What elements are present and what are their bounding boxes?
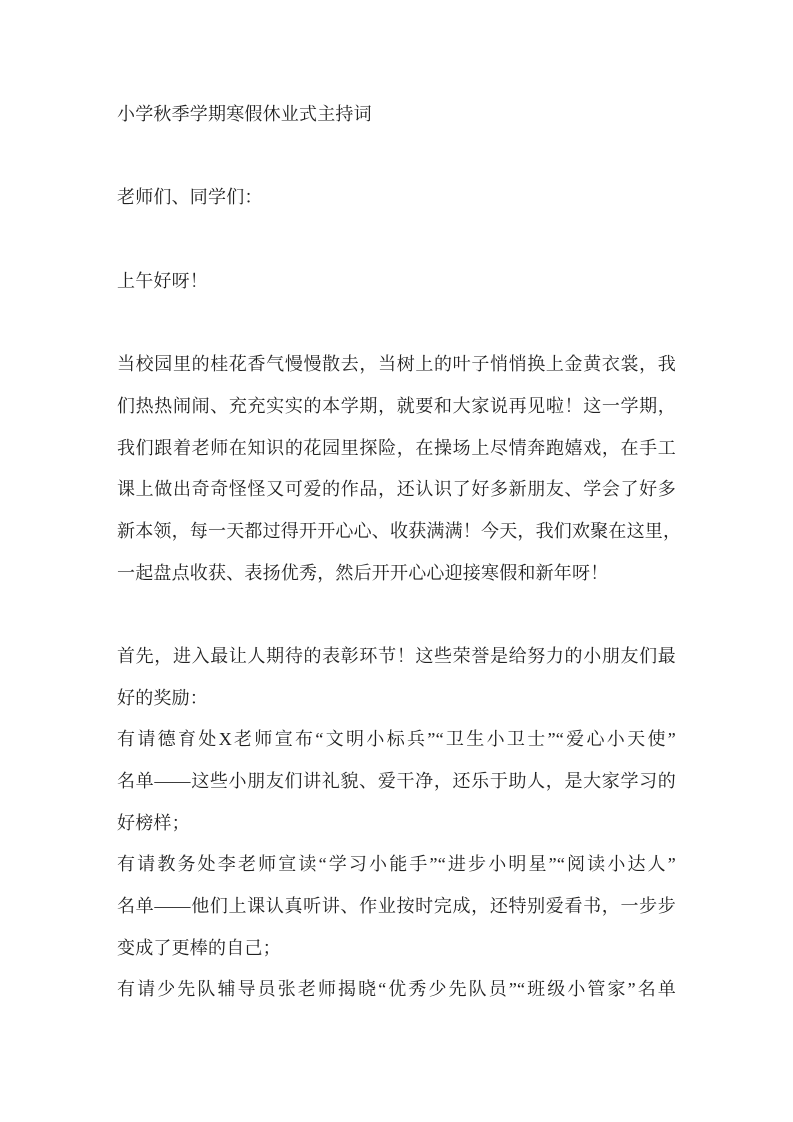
body-line: 变成了更棒的自己； xyxy=(117,937,281,958)
blank-line xyxy=(117,302,676,344)
body-line: 有请德育处X老师宣布“文明小标兵”“卫生小卫士”“爱心小天使” xyxy=(117,729,676,750)
body-line: 当校园里的桂花香气慢慢散去，当树上的叶子悄悄换上金黄衣裳，我 xyxy=(117,354,676,375)
body-line: 有请教务处李老师宣读“学习小能手”“进步小明星”“阅读小达人” xyxy=(117,854,676,875)
body-line: 们热热闹闹、充充实实的本学期，就要和大家说再见啦！这一学期， xyxy=(117,395,676,416)
greeting-line: 上午好呀！ xyxy=(117,270,208,291)
body-line: 课上做出奇奇怪怪又可爱的作品，还认识了好多新朋友、学会了好多 xyxy=(117,479,676,500)
body-line: 好的奖励： xyxy=(117,687,208,708)
document-title: 小学秋季学期寒假休业式主持词 xyxy=(117,104,372,124)
blank-line xyxy=(117,219,676,261)
salutation-line: 老师们、同学们： xyxy=(117,187,263,208)
body-line: 名单——他们上课认真听讲、作业按时完成，还特别爱看书，一步步 xyxy=(117,896,676,917)
body-line: 名单——这些小朋友们讲礼貌、爱干净，还乐于助人，是大家学习的 xyxy=(117,771,676,791)
blank-line xyxy=(117,594,676,636)
blank-line xyxy=(117,136,676,178)
body-line: 好榜样； xyxy=(117,812,190,833)
body-line: 有请少先队辅导员张老师揭晓“优秀少先队员”“班级小管家”名单 xyxy=(117,979,676,1000)
body-line: 我们跟着老师在知识的花园里探险，在操场上尽情奔跑嬉戏，在手工 xyxy=(117,437,676,458)
body-line: 首先，进入最让人期待的表彰环节！这些荣誉是给努力的小朋友们最 xyxy=(117,645,676,666)
body-line: 新本领，每一天都过得开开心心、收获满满！今天，我们欢聚在这里， xyxy=(117,520,682,541)
body-line: 一起盘点收获、表扬优秀，然后开开心心迎接寒假和新年呀！ xyxy=(117,562,609,583)
